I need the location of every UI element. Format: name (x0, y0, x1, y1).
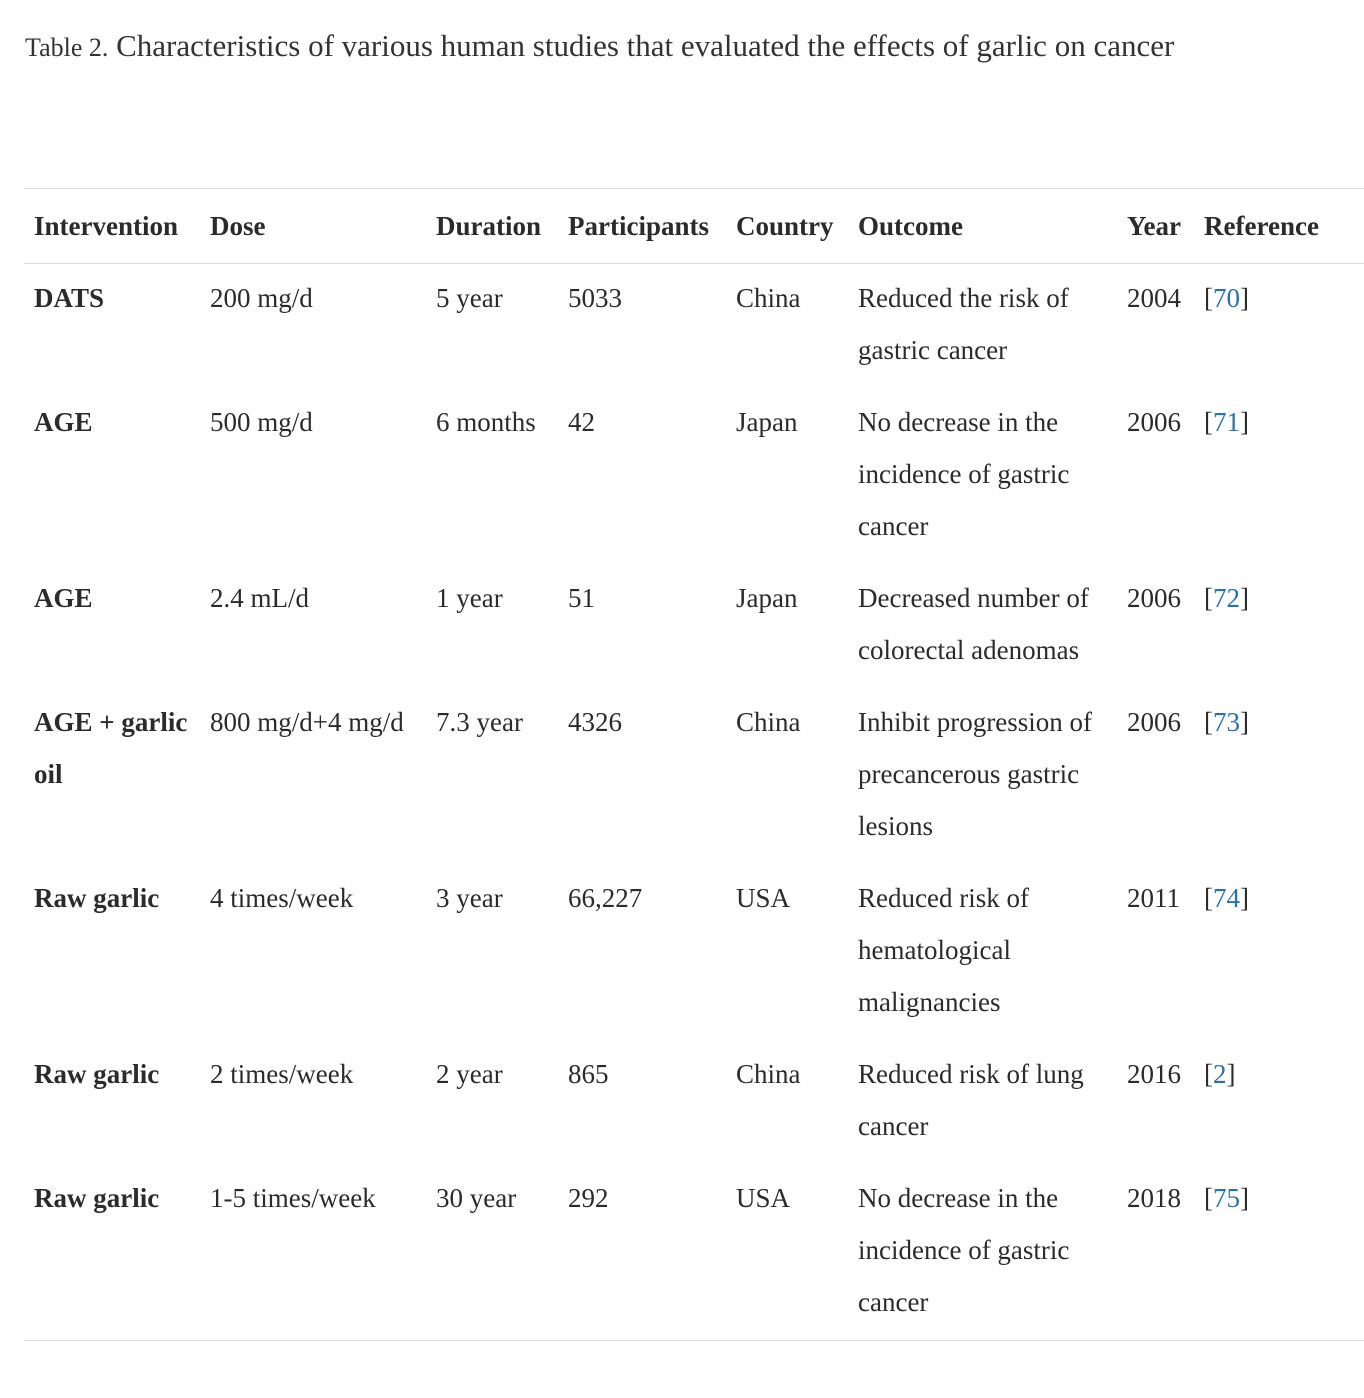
cell-dose: 500 mg/d (210, 407, 313, 437)
table-row (24, 388, 1364, 564)
header-intervention: Intervention (34, 211, 178, 241)
table-row (24, 1164, 1364, 1341)
cell-reference: [2] (1204, 1059, 1236, 1089)
cell-year: 2016 (1127, 1059, 1181, 1089)
cell-dose: 200 mg/d (210, 283, 313, 313)
cell-intervention: Raw garlic (34, 883, 160, 913)
cell-duration: 2 year (436, 1059, 503, 1089)
cell-participants: 4326 (568, 707, 622, 737)
cell-duration: 3 year (436, 883, 503, 913)
reference-link[interactable]: 70 (1213, 283, 1240, 313)
cell-year: 2006 (1127, 707, 1181, 737)
header-dose: Dose (210, 211, 266, 241)
cell-outcome: No decrease in the incidence of gastric cancer (858, 407, 1070, 541)
header-participants: Participants (568, 211, 709, 241)
cell-dose: 2 times/week (210, 1059, 354, 1089)
cell-outcome: Inhibit progression of precancerous gastric lesions (858, 707, 1092, 841)
cell-reference: [71] (1204, 407, 1249, 437)
cell-country: China (736, 283, 801, 313)
cell-duration: 1 year (436, 583, 503, 613)
cell-participants: 5033 (568, 283, 622, 313)
cell-country: USA (736, 883, 791, 913)
cell-country: China (736, 1059, 801, 1089)
cell-reference: [70] (1204, 283, 1249, 313)
header-row (24, 189, 1364, 264)
table-container (24, 188, 1319, 1341)
cell-dose: 4 times/week (210, 883, 354, 913)
cell-duration: 5 year (436, 283, 503, 313)
cell-outcome: No decrease in the incidence of gastric cancer (858, 1183, 1070, 1317)
cell-intervention: AGE + garlic oil (34, 707, 188, 789)
cell-outcome: Reduced risk of hematological malignancies (858, 883, 1029, 1017)
reference-link[interactable]: 72 (1213, 583, 1240, 613)
cell-outcome: Reduced the risk of gastric cancer (858, 283, 1069, 365)
cell-year: 2006 (1127, 407, 1181, 437)
cell-country: USA (736, 1183, 791, 1213)
table-row (24, 688, 1364, 864)
cell-duration: 6 months (436, 407, 536, 437)
cell-dose: 1-5 times/week (210, 1183, 376, 1213)
cell-dose: 800 mg/d+4 mg/d (210, 707, 404, 737)
header-outcome: Outcome (858, 211, 963, 241)
reference-link[interactable]: 74 (1213, 883, 1240, 913)
cell-duration: 30 year (436, 1183, 517, 1213)
studies-table (24, 188, 1364, 1341)
header-reference: Reference (1204, 211, 1319, 241)
reference-link[interactable]: 2 (1213, 1059, 1227, 1089)
cell-year: 2011 (1127, 883, 1180, 913)
caption-text: Characteristics of various human studies that evaluated the effects of garlic on cancer (116, 28, 1175, 63)
cell-country: Japan (736, 583, 798, 613)
cell-intervention: AGE (34, 583, 93, 613)
cell-outcome: Reduced risk of lung cancer (858, 1059, 1084, 1141)
cell-year: 2018 (1127, 1183, 1181, 1213)
reference-link[interactable]: 71 (1213, 407, 1240, 437)
cell-dose: 2.4 mL/d (210, 583, 309, 613)
header-duration: Duration (436, 211, 542, 241)
cell-outcome: Decreased number of colorectal adenomas (858, 583, 1089, 665)
header-country: Country (736, 211, 834, 241)
cell-duration: 7.3 year (436, 707, 523, 737)
table-label: Table 2. (25, 33, 109, 62)
cell-participants: 66,227 (568, 883, 643, 913)
table-row (24, 564, 1364, 688)
cell-country: Japan (736, 407, 798, 437)
cell-participants: 42 (568, 407, 595, 437)
table-caption (25, 26, 1174, 68)
table-row (24, 264, 1364, 389)
cell-intervention: Raw garlic (34, 1183, 160, 1213)
cell-participants: 292 (568, 1183, 609, 1213)
reference-link[interactable]: 73 (1213, 707, 1240, 737)
table-row (24, 1040, 1364, 1164)
cell-year: 2006 (1127, 583, 1181, 613)
cell-participants: 865 (568, 1059, 609, 1089)
reference-link[interactable]: 75 (1213, 1183, 1240, 1213)
cell-intervention: DATS (34, 283, 105, 313)
cell-reference: [73] (1204, 707, 1249, 737)
header-year: Year (1127, 211, 1181, 241)
cell-intervention: Raw garlic (34, 1059, 160, 1089)
cell-reference: [74] (1204, 883, 1249, 913)
cell-reference: [72] (1204, 583, 1249, 613)
cell-reference: [75] (1204, 1183, 1249, 1213)
cell-year: 2004 (1127, 283, 1181, 313)
cell-intervention: AGE (34, 407, 93, 437)
table-row (24, 864, 1364, 1040)
cell-country: China (736, 707, 801, 737)
cell-participants: 51 (568, 583, 595, 613)
